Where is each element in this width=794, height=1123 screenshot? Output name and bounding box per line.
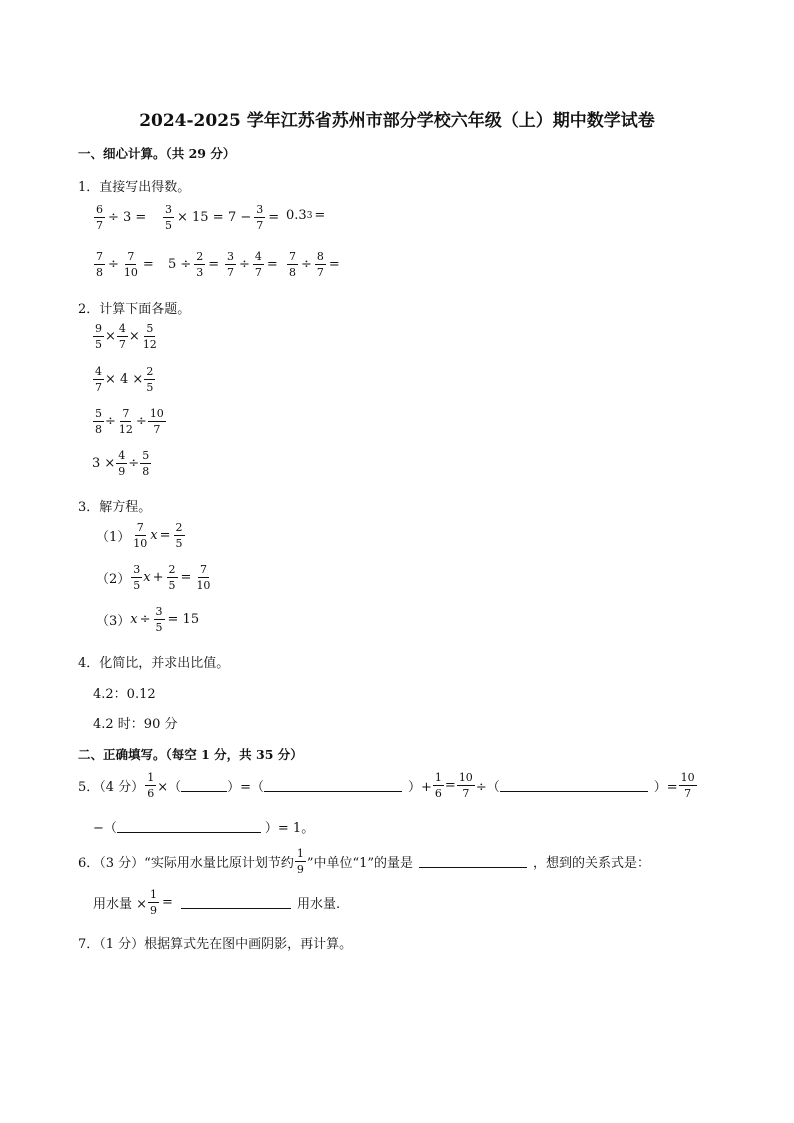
math-token: 7 (462, 787, 470, 800)
fraction (254, 204, 265, 231)
math-token: 2 (146, 365, 154, 378)
math-token: 10 (680, 771, 695, 784)
math-token: 5 (165, 219, 172, 232)
math-token: ÷ (135, 414, 147, 429)
fraction (141, 323, 159, 350)
q3-eq-1 (96, 522, 186, 549)
q1-r2-b (166, 251, 221, 278)
fraction (131, 564, 142, 591)
math-token: × (128, 329, 140, 344)
fraction (117, 408, 135, 435)
math-token: 7 (96, 219, 103, 232)
math-token: 4 (254, 250, 262, 263)
math-token: 5 (146, 322, 154, 335)
math-token: ÷ 3 = (108, 210, 147, 225)
math-token: （1） (96, 530, 131, 545)
q4-line-2: 4.2 时：90 分 (93, 717, 178, 732)
math-token: 5 (133, 579, 141, 592)
math-token: 7 (254, 266, 262, 279)
math-token: 6 (96, 203, 103, 216)
math-token: 6 (147, 787, 155, 800)
math-token: = (208, 257, 220, 272)
math-token: 1 (434, 771, 442, 784)
math-token: 9 (150, 904, 158, 917)
section-1-header: 一、细心计算。（共 29 分） (78, 146, 236, 161)
math-token: ÷ (128, 456, 140, 471)
math-token: 5．（4 分） (78, 780, 145, 795)
math-token: = (314, 208, 326, 223)
math-token: 5 (175, 537, 183, 550)
math-token: 7 (95, 381, 102, 394)
fraction (194, 251, 205, 278)
math-token: 7 (227, 266, 234, 279)
math-token: ÷（ (475, 780, 500, 795)
q3-label: 3．解方程。 (78, 500, 152, 515)
math-token: 5 ÷ (168, 257, 192, 272)
math-token: 7 (684, 787, 692, 800)
math-token: ÷ (239, 257, 250, 272)
fraction (295, 848, 306, 875)
math-token: ）= (653, 780, 678, 795)
math-token: 8 (96, 266, 103, 279)
math-token: = (268, 210, 280, 225)
q2-expr-2 (92, 366, 156, 393)
math-token: 1 (296, 847, 304, 860)
fraction (117, 323, 128, 350)
math-token: 3 (227, 250, 234, 263)
math-token: ，想到的关系式是： (533, 856, 651, 871)
math-token: 用水量 × (93, 897, 148, 912)
math-token: （2） (96, 572, 131, 587)
math-token: × 15 = (177, 210, 224, 225)
math-token: ÷ (301, 257, 312, 272)
math-token: 7 (256, 219, 264, 232)
math-token: x (130, 612, 138, 627)
fraction (94, 204, 105, 231)
q5-line-2 (93, 817, 314, 836)
math-token: 10 (123, 266, 138, 279)
q1-r1-a (93, 204, 148, 231)
section-2-header: 二、正确填写。（每空 1 分，共 35 分） (78, 747, 303, 762)
math-token: 7 (316, 266, 324, 279)
math-token: 2 (175, 521, 183, 534)
math-token: 2 (168, 563, 176, 576)
answer-blank[interactable] (500, 779, 648, 792)
math-token: 10 (458, 771, 473, 784)
q1-r1-b (162, 204, 226, 231)
math-token: ÷ (105, 414, 116, 429)
math-token: 5 (95, 407, 102, 420)
math-token: 9 (95, 322, 102, 335)
math-token: 9 (118, 465, 126, 478)
math-token: 6 (434, 787, 442, 800)
math-token: = (162, 895, 173, 910)
math-token: ÷ (139, 612, 151, 627)
math-token: 3 (256, 203, 264, 216)
math-token: ）= 1。 (264, 821, 315, 836)
math-token: = (142, 257, 154, 272)
math-token: 8 (289, 266, 296, 279)
q2-expr-1 (92, 323, 160, 350)
math-token: 0.3 (286, 208, 307, 223)
math-token: 8 (142, 465, 150, 478)
fraction (94, 251, 105, 278)
math-token: 7 (96, 250, 103, 263)
math-token: 1 (147, 771, 155, 784)
fraction (145, 772, 156, 799)
q1-r2-a (93, 251, 156, 278)
fraction (93, 323, 104, 350)
q5-line-1 (78, 772, 698, 799)
math-token: 3 (165, 203, 172, 216)
math-token: 4 (95, 365, 102, 378)
math-token: 8 (316, 250, 324, 263)
q4-label: 4．化简比，并求出比值。 (78, 656, 230, 671)
fraction (167, 564, 178, 591)
math-token: 7 (122, 407, 130, 420)
q4-line-1: 4.2：0.12 (93, 687, 156, 702)
math-token: 12 (118, 423, 133, 436)
math-token: 4 (118, 322, 126, 335)
fraction (457, 772, 475, 799)
answer-blank[interactable] (117, 820, 261, 833)
fraction (315, 251, 326, 278)
math-token: ×（ (157, 780, 182, 795)
math-token: 3 (306, 210, 313, 221)
math-token: 3 (133, 563, 141, 576)
fraction (140, 450, 151, 477)
fraction (93, 366, 104, 393)
math-token: 7 (153, 423, 161, 436)
fraction (163, 204, 174, 231)
math-token: x (143, 570, 151, 585)
math-token: 8 (95, 423, 102, 436)
answer-blank[interactable] (419, 855, 527, 868)
fraction (93, 408, 104, 435)
q1-r2-c (224, 251, 280, 278)
math-token: 4 (118, 449, 126, 462)
fraction (225, 251, 236, 278)
math-token: 7 (118, 338, 126, 351)
fraction (154, 606, 165, 633)
math-token: （3） (96, 614, 131, 629)
fraction (194, 564, 212, 591)
math-token: × 4 × (105, 372, 144, 387)
math-token: 用水量. (296, 897, 341, 912)
math-token: 7 (199, 563, 207, 576)
fraction (287, 251, 298, 278)
q3-eq-2 (96, 564, 213, 591)
page-title: 2024-2025 学年江苏省苏州市部分学校六年级（上）期中数学试卷 (139, 111, 655, 131)
math-token: 5 (95, 338, 102, 351)
q1-r1-c (226, 204, 281, 231)
math-token: ）=（ (227, 780, 264, 795)
q2-expr-3 (92, 408, 167, 435)
math-token: 7 (289, 250, 296, 263)
math-token: 7 (136, 521, 144, 534)
q6-line-1 (78, 848, 650, 875)
fraction (144, 366, 155, 393)
math-token: 1 (150, 888, 158, 901)
q3-eq-3 (96, 606, 201, 633)
math-token: 9 (296, 863, 304, 876)
math-token: 5 (168, 579, 176, 592)
fraction (122, 251, 140, 278)
q6-line-2 (93, 889, 340, 916)
math-token: = (328, 257, 340, 272)
fraction (433, 772, 444, 799)
math-token: 3 (196, 266, 204, 279)
fraction (679, 772, 697, 799)
math-token: ”中单位“1”的量是 (306, 856, 414, 871)
math-token: 7 − (228, 210, 252, 225)
q1-label: 1．直接写出得数。 (78, 180, 191, 195)
math-token: 6．（3 分）“实际用水量比原计划节约 (78, 856, 294, 871)
answer-blank[interactable] (181, 779, 227, 792)
fraction (148, 408, 166, 435)
math-token: = 15 (167, 612, 200, 627)
math-token: 12 (142, 338, 157, 351)
math-token: = (444, 778, 456, 793)
math-token: + (152, 570, 164, 585)
q1-r1-d (286, 208, 327, 223)
answer-blank[interactable] (181, 896, 291, 909)
answer-blank[interactable] (264, 779, 402, 792)
fraction (253, 251, 264, 278)
q7-text: 7．（1 分）根据算式先在图中画阴影，再计算。 (78, 937, 353, 952)
math-token: = (159, 528, 171, 543)
math-token: = (180, 570, 192, 585)
math-token: 10 (196, 579, 211, 592)
math-token: 5 (155, 621, 163, 634)
q1-r2-d (286, 251, 342, 278)
math-token: ÷ (108, 257, 119, 272)
math-token: −（ (93, 821, 117, 836)
math-token: 10 (133, 537, 148, 550)
math-token: 5 (146, 381, 154, 394)
fraction (148, 889, 159, 916)
math-token: x (150, 528, 158, 543)
math-token: ）+ (408, 780, 432, 795)
q2-label: 2．计算下面各题。 (78, 302, 191, 317)
math-token: 7 (127, 250, 135, 263)
math-token: × (105, 329, 116, 344)
fraction (131, 522, 149, 549)
q2-expr-4 (92, 450, 152, 477)
fraction (174, 522, 185, 549)
math-token: 2 (196, 250, 204, 263)
math-token: 3 × (92, 456, 116, 471)
math-token: = (266, 257, 278, 272)
math-token: 3 (155, 605, 163, 618)
math-token: 5 (142, 449, 150, 462)
math-token: 10 (149, 407, 164, 420)
fraction (116, 450, 127, 477)
